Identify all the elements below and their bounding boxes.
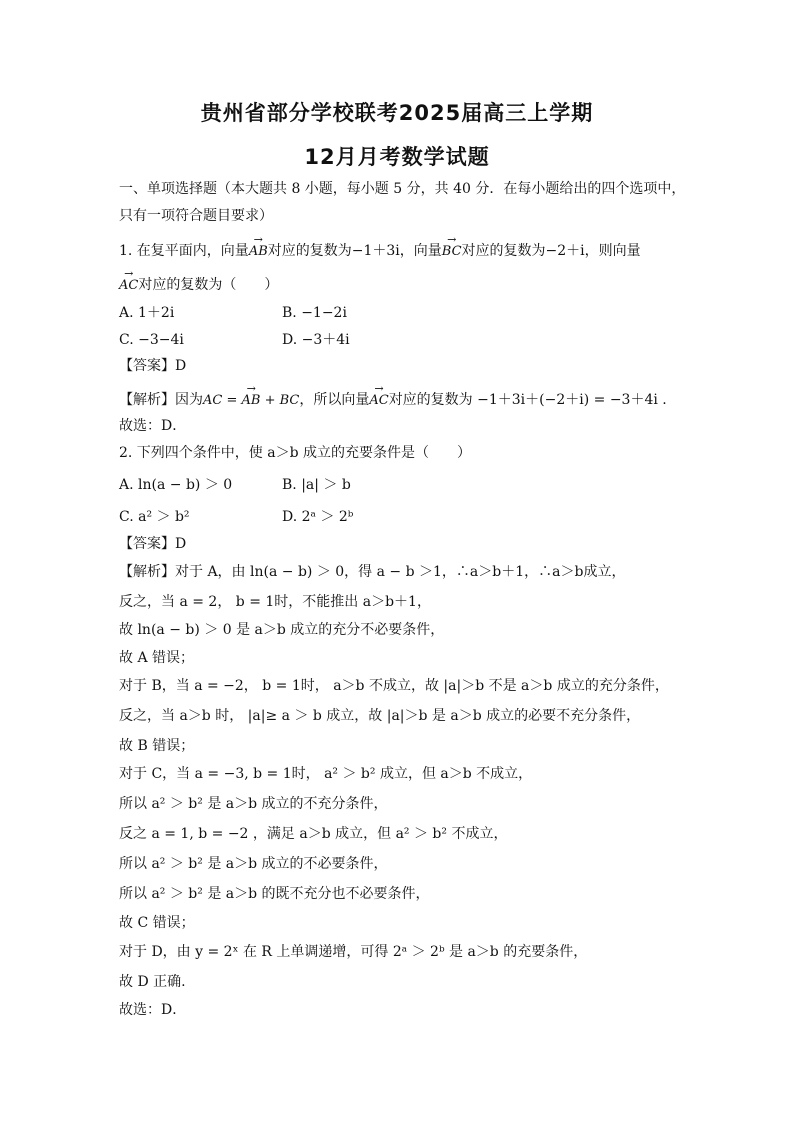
q2-analysis-line: 【解析】对于 A，由 ln(a − b) ＞ 0，得 a − b ＞1，∴a＞b＋1，∴a＞b成立，	[119, 564, 626, 580]
q1-stem	[119, 236, 641, 262]
q2-analysis-line: 所以 a² ＞ b² 是 a＞b 成立的不充分条件，	[119, 796, 388, 812]
q2-conclusion: 故选：D．	[119, 1002, 187, 1018]
q1-option-a: A. 1＋2i	[119, 305, 175, 321]
q2-option-d: D. 2ᵃ ＞ 2ᵇ	[282, 509, 354, 525]
q1-option-c: C. −3−4i	[119, 332, 184, 348]
q2-stem: 2. 下列四个条件中，使 a＞b 成立的充要条件是（ ）	[119, 445, 472, 461]
document-title-line-1: 贵州省部分学校联考2025届高三上学期	[200, 101, 594, 125]
q1-stem-a: 1. 在复平面内，向量	[119, 243, 249, 259]
vector-ab: → AB	[249, 236, 268, 262]
document-title-line-2: 12月月考数学试题	[304, 145, 490, 169]
q1-stem-cont	[119, 270, 278, 296]
q1-option-b: B. −1−2i	[282, 305, 347, 321]
q2-analysis-line: 故 A 错误；	[119, 650, 195, 666]
q1-vector-equation: → AC = AB + BC	[203, 385, 299, 411]
q2-analysis-line: 对于 D，由 y = 2ˣ 在 R 上单调递增，可得 2ᵃ ＞ 2ᵇ 是 a＞b 的充要条件，	[119, 944, 588, 960]
vector-ac: → AC	[119, 270, 138, 296]
q1-analysis	[119, 385, 667, 411]
q1-analysis-c: 对应的复数为 −1＋3i＋(−2＋i) = −3＋4i .	[388, 392, 667, 408]
q2-analysis-line: 故 ln(a − b) ＞ 0 是 a＞b 成立的充分不必要条件，	[119, 622, 445, 638]
section-heading: 一、单项选择题（本大题共 8 小题，每小题 5 分，共 40 分．在每小题给出的四个选项中，	[119, 181, 686, 197]
q2-analysis-line: 反之 a = 1, b = −2 ，满足 a＞b 成立，但 a² ＞ b² 不成立，	[119, 826, 508, 842]
q1-conclusion: 故选：D．	[119, 418, 187, 434]
vector-bc: → BC	[442, 236, 462, 262]
q2-analysis-line: 反之，当 a＞b 时， |a|≥ a ＞ b 成立，故 |a|＞b 是 a＞b 成立的必要不充分条件，	[119, 708, 641, 724]
q1-z1: −1＋3i	[351, 243, 400, 259]
q1-option-d: D. −3＋4i	[282, 332, 350, 348]
q1-analysis-b: ，所以向量	[299, 392, 370, 408]
q2-analysis-line: 所以 a² ＞ b² 是 a＞b 成立的不必要条件，	[119, 856, 388, 872]
q1-stem-c: ，向量	[399, 243, 442, 259]
q1-stem-d: 对应的复数为	[461, 243, 546, 259]
q1-analysis-a: 【解析】因为	[119, 392, 203, 408]
q2-analysis-line: 对于 B，当 a = −2， b = 1时， a＞b 不成立，故 |a|＞b 不是 a＞b 成立的充分条件，	[119, 678, 669, 694]
q2-answer: 【答案】D	[119, 536, 187, 552]
q2-analysis-line: 故 D 正确.	[119, 974, 186, 990]
q2-analysis-line: 反之，当 a = 2， b = 1时，不能推出 a＞b＋1，	[119, 594, 431, 610]
section-heading-cont: 只有一项符合题目要求）	[119, 208, 273, 224]
q2-analysis-line: 所以 a² ＞ b² 是 a＞b 的既不充分也不必要条件，	[119, 886, 430, 902]
q2-analysis-line: 故 C 错误；	[119, 915, 195, 931]
q2-option-a: A. ln(a − b) ＞ 0	[119, 477, 233, 493]
q2-analysis-line: 故 B 错误；	[119, 738, 195, 754]
q1-z2: −2＋i	[545, 243, 585, 259]
q2-analysis-line: 对于 C，当 a = −3, b = 1时， a² ＞ b² 成立，但 a＞b 不成立，	[119, 766, 533, 782]
q2-option-c: C. a² ＞ b²	[119, 509, 190, 525]
q1-answer: 【答案】D	[119, 358, 187, 374]
q1-analysis-vector: → AC	[369, 385, 388, 411]
q2-option-b: B. |a| ＞ b	[282, 477, 351, 493]
q1-stem-b: 对应的复数为	[267, 243, 352, 259]
q1-stem-e: ，则向量	[584, 243, 641, 259]
q1-stem-f: 对应的复数为（ ）	[138, 277, 279, 293]
